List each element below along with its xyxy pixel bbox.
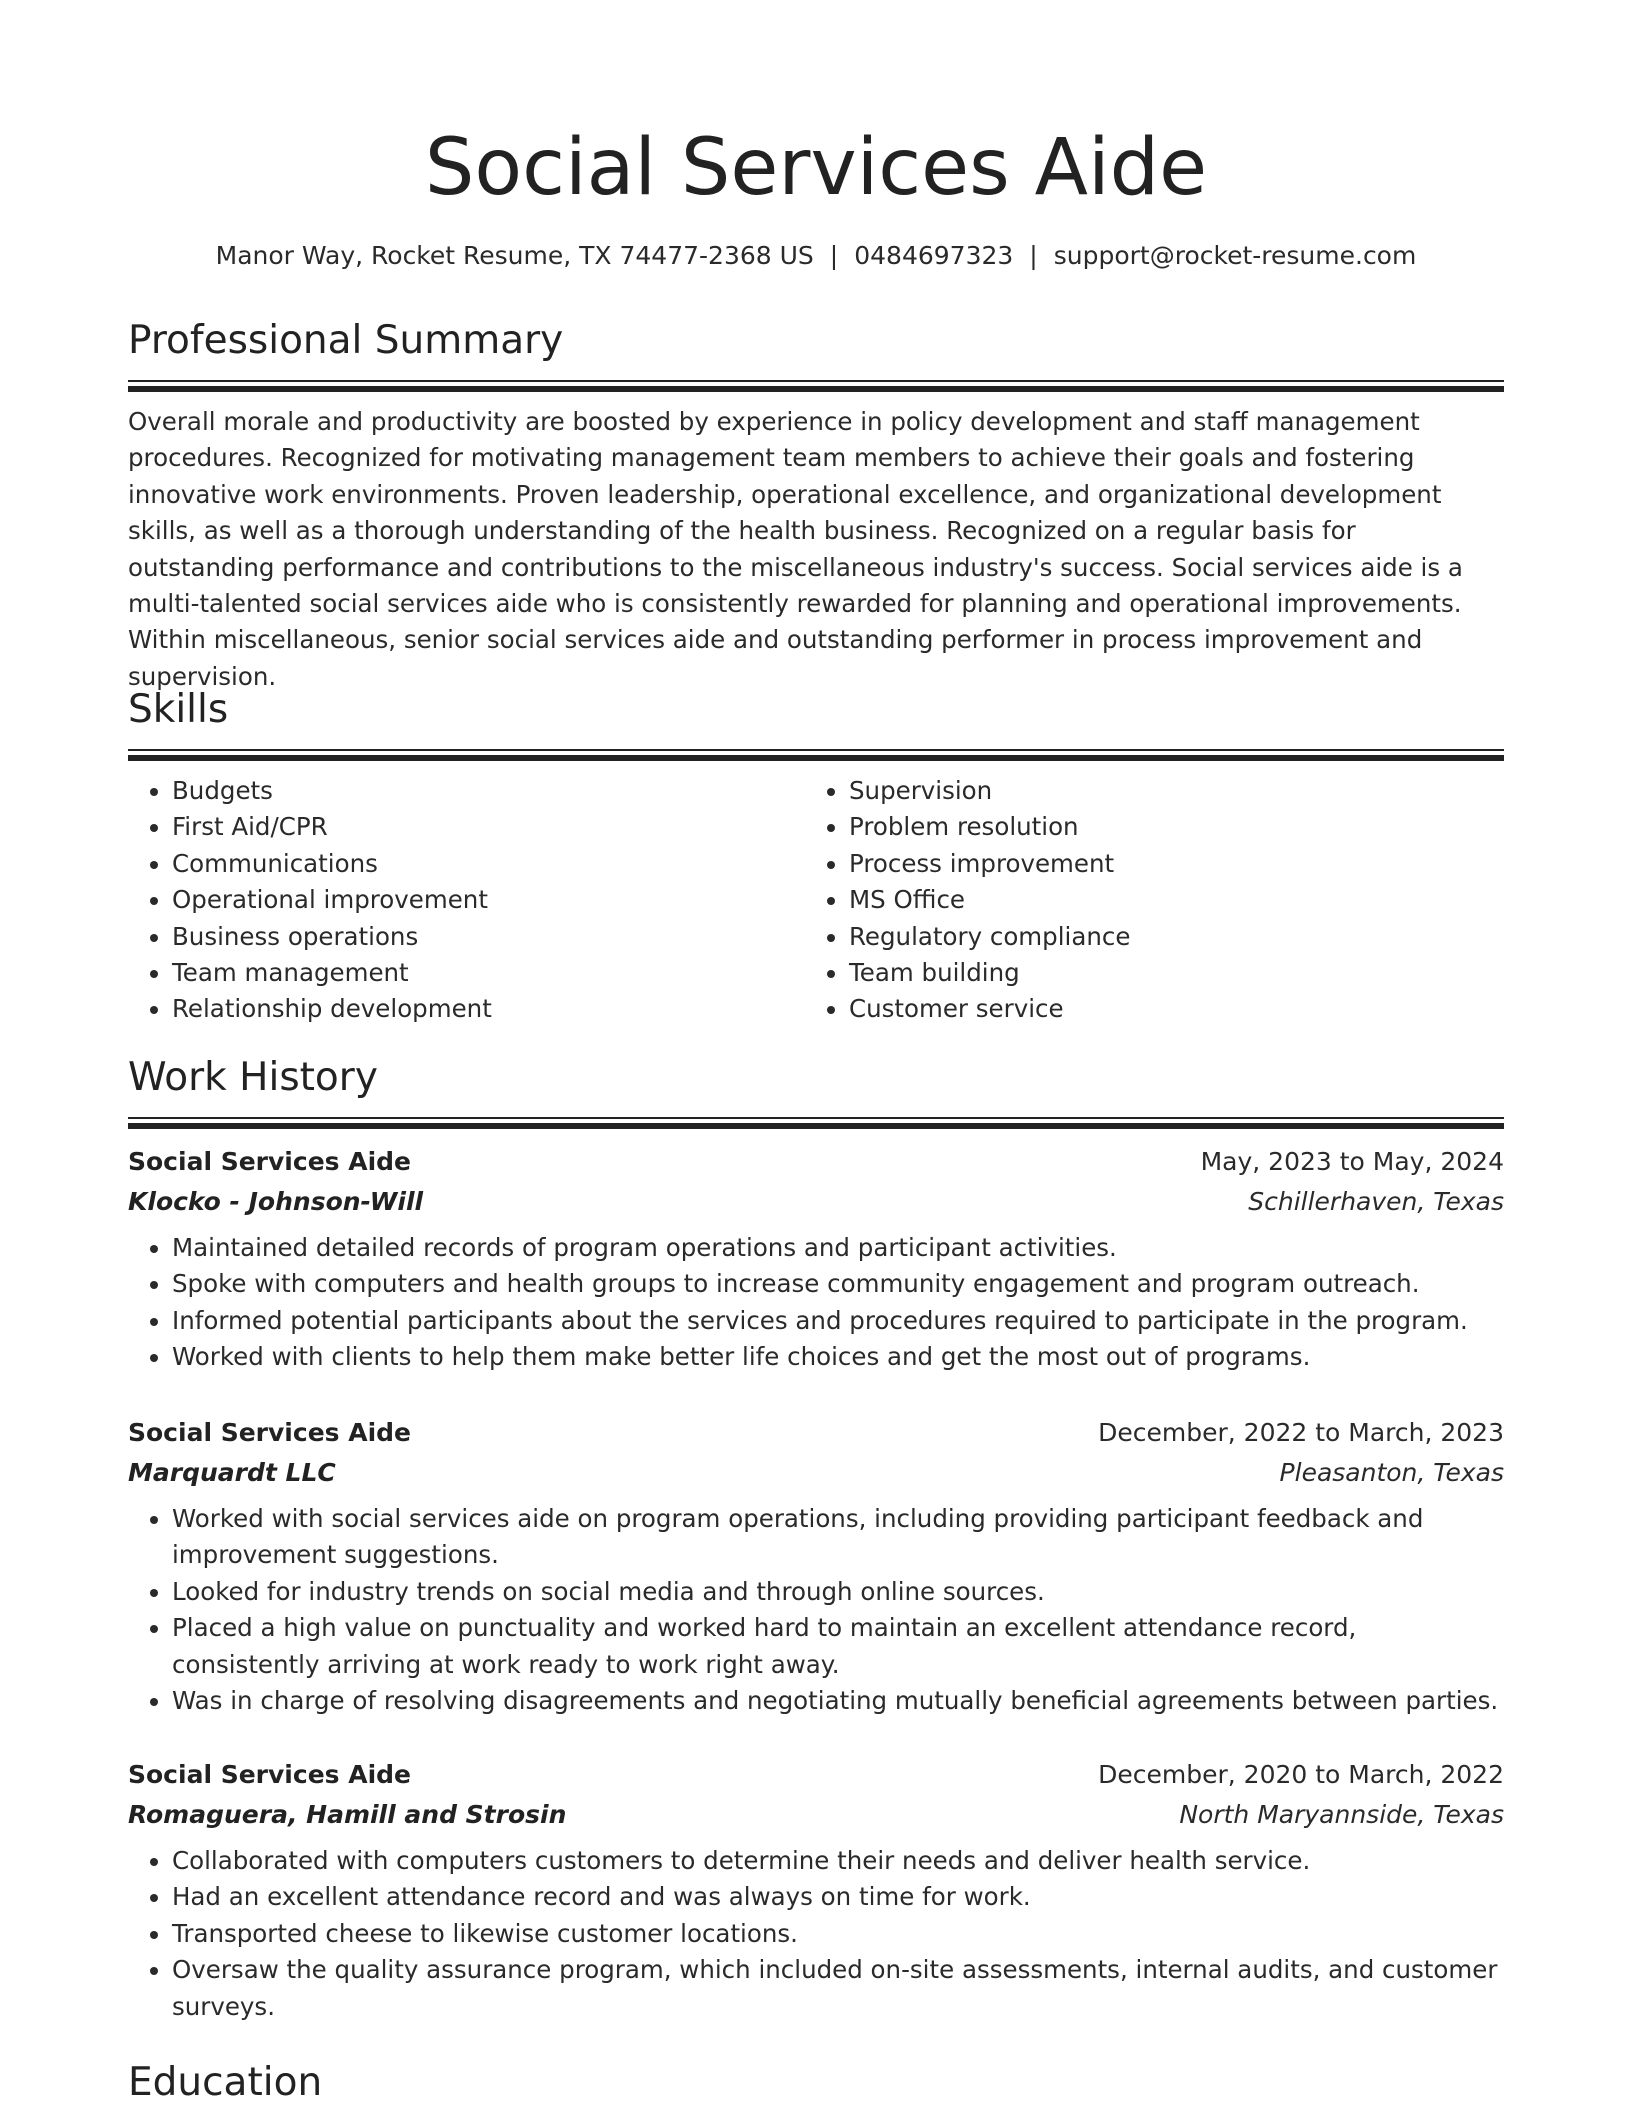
skill-item: • Team management <box>172 955 805 991</box>
skill-item: • Process improvement <box>849 846 1482 882</box>
job-entry <box>128 1413 1504 1719</box>
skill-item: • Problem resolution <box>849 809 1482 845</box>
job-bullet: • Was in charge of resolving disagreements and negotiating mutually beneficial agreements between parties. <box>172 1683 1504 1719</box>
job-dates: December, 2020 to March, 2022 <box>1098 1760 1504 1789</box>
skills-section <box>128 685 1504 1028</box>
contact-separator: | <box>829 241 839 270</box>
section-divider <box>128 749 1504 761</box>
work-history-heading: Work History <box>128 1055 378 1100</box>
skills-list-left <box>128 773 805 1028</box>
job-bullet: • Transported cheese to likewise customer locations. <box>172 1916 1504 1952</box>
job-company: Romaguera, Hamill and Strosin <box>128 1800 567 1829</box>
job-subheader <box>128 1453 1504 1493</box>
job-bullet: • Spoke with computers and health groups to increase community engagement and program outreach. <box>172 1266 1504 1302</box>
skill-item: • Relationship development <box>172 991 805 1027</box>
skill-item: • Customer service <box>849 991 1482 1027</box>
job-bullet: • Collaborated with computers customers to determine their needs and deliver health service. <box>172 1843 1504 1879</box>
summary-section <box>128 316 1504 695</box>
contact-line <box>128 238 1504 274</box>
job-dates: May, 2023 to May, 2024 <box>1200 1147 1504 1176</box>
education-heading: Education <box>128 2060 323 2105</box>
skills-heading: Skills <box>128 687 229 732</box>
job-company: Marquardt LLC <box>128 1458 336 1487</box>
job-bullets <box>128 1843 1504 2025</box>
job-bullet: • Maintained detailed records of program operations and participant activities. <box>172 1230 1504 1266</box>
skill-item: • Regulatory compliance <box>849 919 1482 955</box>
contact-address: Manor Way, Rocket Resume, TX 74477-2368 US <box>215 241 814 270</box>
job-location: Pleasanton, Texas <box>1279 1458 1504 1487</box>
skill-item: • Supervision <box>849 773 1482 809</box>
job-bullet: • Had an excellent attendance record and was always on time for work. <box>172 1879 1504 1915</box>
skill-item: • Communications <box>172 846 805 882</box>
contact-separator: | <box>1029 241 1038 270</box>
skill-item: • Team building <box>849 955 1482 991</box>
job-entry <box>128 1142 1504 1376</box>
job-title: Social Services Aide <box>128 1147 411 1176</box>
job-entry <box>128 1755 1504 2025</box>
skill-item: • Operational improvement <box>172 882 805 918</box>
skill-item: • MS Office <box>849 882 1482 918</box>
skill-item: • Business operations <box>172 919 805 955</box>
education-section <box>128 2058 1504 2108</box>
summary-text: Overall morale and productivity are boosted by experience in policy development and staff management procedures. Recognized for motivating management team members to achieve their goals and fostering innovative work environments. Proven leadership, operational excellence, and organizational development skills, as well as a thorough understanding of the health business. Recognized on a regular basis for outstanding performance and contributions to the miscellaneous industry's success. Social services aide is a multi-talented social services aide who is consistently rewarded for planning and operational improvements. Within miscellaneous, senior social services aide and outstanding performer in process improvement and supervision. <box>128 407 1463 691</box>
job-bullet: • Oversaw the quality assurance program, which included on-site assessments, internal audits, and customer surveys. <box>172 1952 1504 2025</box>
section-divider <box>128 1117 1504 1129</box>
job-bullet: • Informed potential participants about the services and procedures required to participate in the program. <box>172 1303 1504 1339</box>
job-header <box>128 1413 1504 1453</box>
skill-item: • Budgets <box>172 773 805 809</box>
job-bullet: • Placed a high value on punctuality and worked hard to maintain an excellent attendance record, consistently arriving at work ready to work right away. <box>172 1610 1504 1683</box>
job-location: Schillerhaven, Texas <box>1248 1187 1504 1216</box>
contact-phone: 0484697323 <box>854 241 1014 270</box>
job-header <box>128 1142 1504 1182</box>
job-header <box>128 1755 1504 1795</box>
work-history-section <box>128 1053 1504 1129</box>
job-bullet: • Looked for industry trends on social media and through online sources. <box>172 1574 1504 1610</box>
job-bullets <box>128 1230 1504 1376</box>
skills-list-right <box>805 773 1482 1028</box>
job-company: Klocko - Johnson-Will <box>128 1187 424 1216</box>
job-bullet: • Worked with clients to help them make better life choices and get the most out of programs. <box>172 1339 1504 1375</box>
summary-heading: Professional Summary <box>128 318 564 363</box>
job-dates: December, 2022 to March, 2023 <box>1098 1418 1504 1447</box>
job-subheader <box>128 1182 1504 1222</box>
job-location: North Maryannside, Texas <box>1179 1800 1504 1829</box>
job-title: Social Services Aide <box>128 1760 411 1789</box>
skills-columns <box>128 773 1504 1028</box>
section-divider <box>128 380 1504 392</box>
job-subheader <box>128 1795 1504 1835</box>
candidate-name: Social Services Aide <box>424 123 1208 213</box>
job-bullet: • Worked with social services aide on program operations, including providing participant feedback and improvement suggestions. <box>172 1501 1504 1574</box>
contact-email: support@rocket-resume.com <box>1053 241 1417 270</box>
job-title: Social Services Aide <box>128 1418 411 1447</box>
skill-item: • First Aid/CPR <box>172 809 805 845</box>
job-bullets <box>128 1501 1504 1719</box>
